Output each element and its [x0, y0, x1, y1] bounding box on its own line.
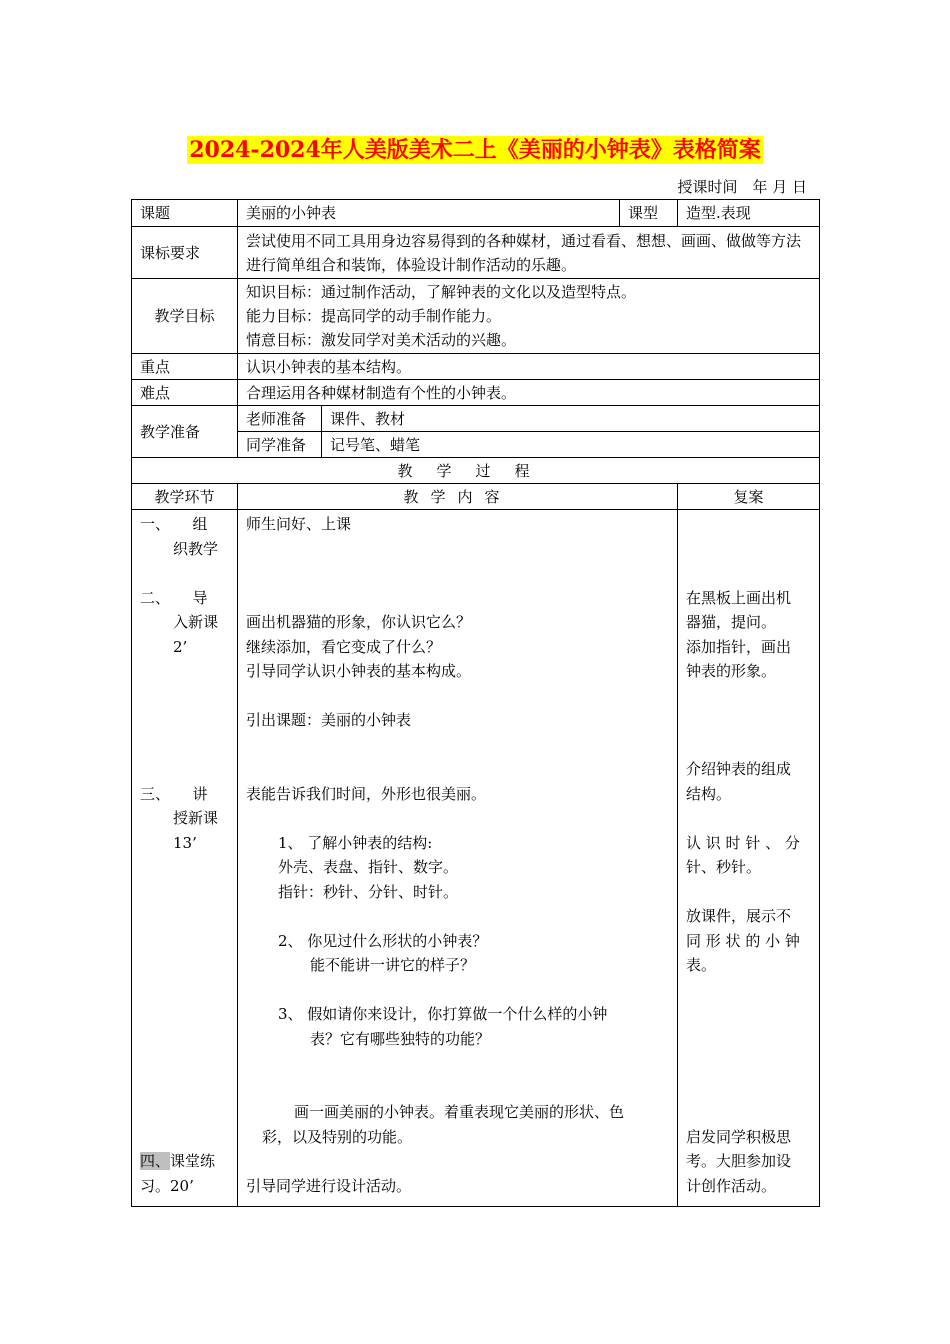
- type-value: 造型.表现: [678, 200, 820, 227]
- stage-column: [132, 510, 238, 1207]
- key-value: 认识小钟表的基本结构。: [238, 354, 820, 380]
- stage-text: 织教学: [173, 539, 219, 558]
- teaching-date: 授课时间 年 月 日: [677, 178, 807, 196]
- goal-label: 教学目标: [132, 279, 238, 354]
- stage-text: 三、 讲: [140, 784, 208, 803]
- title-text: 2024-2024年人美版美术二上《美丽的小钟表》表格简案: [189, 137, 761, 163]
- teacher-prep-label: 老师准备: [238, 406, 322, 432]
- process-header-row: [132, 458, 820, 484]
- type-label: 课型: [620, 200, 678, 227]
- goal-row: [132, 279, 820, 354]
- difficult-value: 合理运用各种媒材制造有个性的小钟表。: [238, 380, 820, 406]
- stage-text: 一、 组: [140, 515, 208, 533]
- topic-value: 美丽的小钟表: [238, 200, 620, 227]
- note-line: 器猫，提问。: [686, 613, 777, 631]
- goal-line: 能力目标：提高同学的动手制作能力。: [246, 307, 502, 325]
- note-line: 针、秒针。: [686, 858, 762, 876]
- note-line: 结构。: [686, 784, 732, 803]
- topic-label: 课题: [132, 200, 238, 227]
- stage-highlight: 四、: [140, 1152, 171, 1170]
- stage-text: 2’: [173, 637, 188, 656]
- topic-row: [132, 200, 820, 227]
- process-body-row: [132, 510, 820, 1207]
- note-line: 添加指针，画出: [686, 637, 792, 656]
- process-columns-row: [132, 484, 820, 510]
- teacher-prep-value: 课件、教材: [322, 406, 820, 432]
- standard-value: 尝试使用不同工具用身边容易得到的各种媒材，通过看看、想想、画画、做做等方法进行简单组合和装饰，体验设计制作活动的乐趣。: [238, 227, 820, 279]
- note-line: 同 形 状 的 小 钟: [686, 931, 800, 950]
- note-line: 认 识 时 针 、 分: [686, 833, 800, 852]
- goal-line: 知识目标：通过制作活动，了解钟表的文化以及造型特点。: [246, 283, 637, 301]
- student-prep-value: 记号笔、蜡笔: [322, 432, 820, 458]
- content-line: 画一画美丽的小钟表。着重表现它美丽的形状、色: [294, 1103, 625, 1121]
- prep-label: 教学准备: [132, 406, 238, 458]
- note-line: 钟表的形象。: [686, 662, 777, 680]
- content-line: 继续添加，看它变成了什么？: [246, 637, 442, 656]
- content-line: 表能告诉我们时间，外形也很美丽。: [246, 784, 487, 803]
- difficult-label: 难点: [132, 380, 238, 406]
- note-line: 表。: [686, 956, 717, 974]
- teacher-prep-row: [132, 406, 820, 432]
- content-column-header: 教学内容: [238, 484, 678, 510]
- standard-row: [132, 227, 820, 279]
- note-line: 介绍钟表的组成: [686, 760, 792, 778]
- content-line: 指针：秒针、分针、时针。: [278, 882, 459, 901]
- process-header: 教学过程: [132, 458, 820, 484]
- note-line: 启发同学积极思: [686, 1127, 792, 1146]
- note-line: 放课件，展示不: [686, 907, 792, 925]
- content-line: 表？它有哪些独特的功能？: [310, 1029, 491, 1048]
- content-line: 1、 了解小钟表的结构:: [278, 833, 433, 852]
- notes-column: [678, 510, 820, 1207]
- content-line: 3、 假如请你来设计，你打算做一个什么样的小钟: [278, 1005, 608, 1023]
- content-line: 引导同学认识小钟表的基本构成。: [246, 662, 472, 680]
- stage-text: 入新课: [173, 613, 219, 631]
- content-line: 彩，以及特别的功能。: [262, 1127, 413, 1146]
- difficult-row: [132, 380, 820, 406]
- note-line: 在黑板上画出机: [686, 588, 792, 607]
- content-column: [238, 510, 678, 1207]
- student-prep-label: 同学准备: [238, 432, 322, 458]
- content-line: 能不能讲一讲它的样子？: [310, 956, 476, 974]
- content-line: 引出课题：美丽的小钟表: [246, 711, 412, 729]
- notes-column-header: 复案: [678, 484, 820, 510]
- stage-text: 13’: [173, 833, 197, 852]
- note-line: 计创作活动。: [686, 1176, 777, 1195]
- key-row: [132, 354, 820, 380]
- stage-text: 习。20’: [140, 1176, 194, 1195]
- stage-column-header: 教学环节: [132, 484, 238, 510]
- key-label: 重点: [132, 354, 238, 380]
- stage-text: 授新课: [173, 809, 219, 827]
- standard-label: 课标要求: [132, 227, 238, 279]
- content-line: 2、 你见过什么形状的小钟表？: [278, 931, 488, 950]
- stage-text: 课堂练: [170, 1152, 216, 1170]
- content-line: 引导同学进行设计活动。: [246, 1176, 412, 1195]
- note-line: 考。大胆参加设: [686, 1152, 792, 1170]
- content-line: 外壳、表盘、指针、数字。: [278, 858, 459, 876]
- content-line: 画出机器猫的形象，你认识它么？: [246, 613, 472, 631]
- lesson-plan-table: [131, 199, 820, 1207]
- goal-line: 情意目标：激发同学对美术活动的兴趣。: [246, 331, 517, 349]
- stage-text: 二、 导: [140, 588, 208, 607]
- content-line: 师生问好、上课: [246, 515, 352, 533]
- goal-value: [238, 279, 820, 354]
- document-title: [0, 133, 950, 164]
